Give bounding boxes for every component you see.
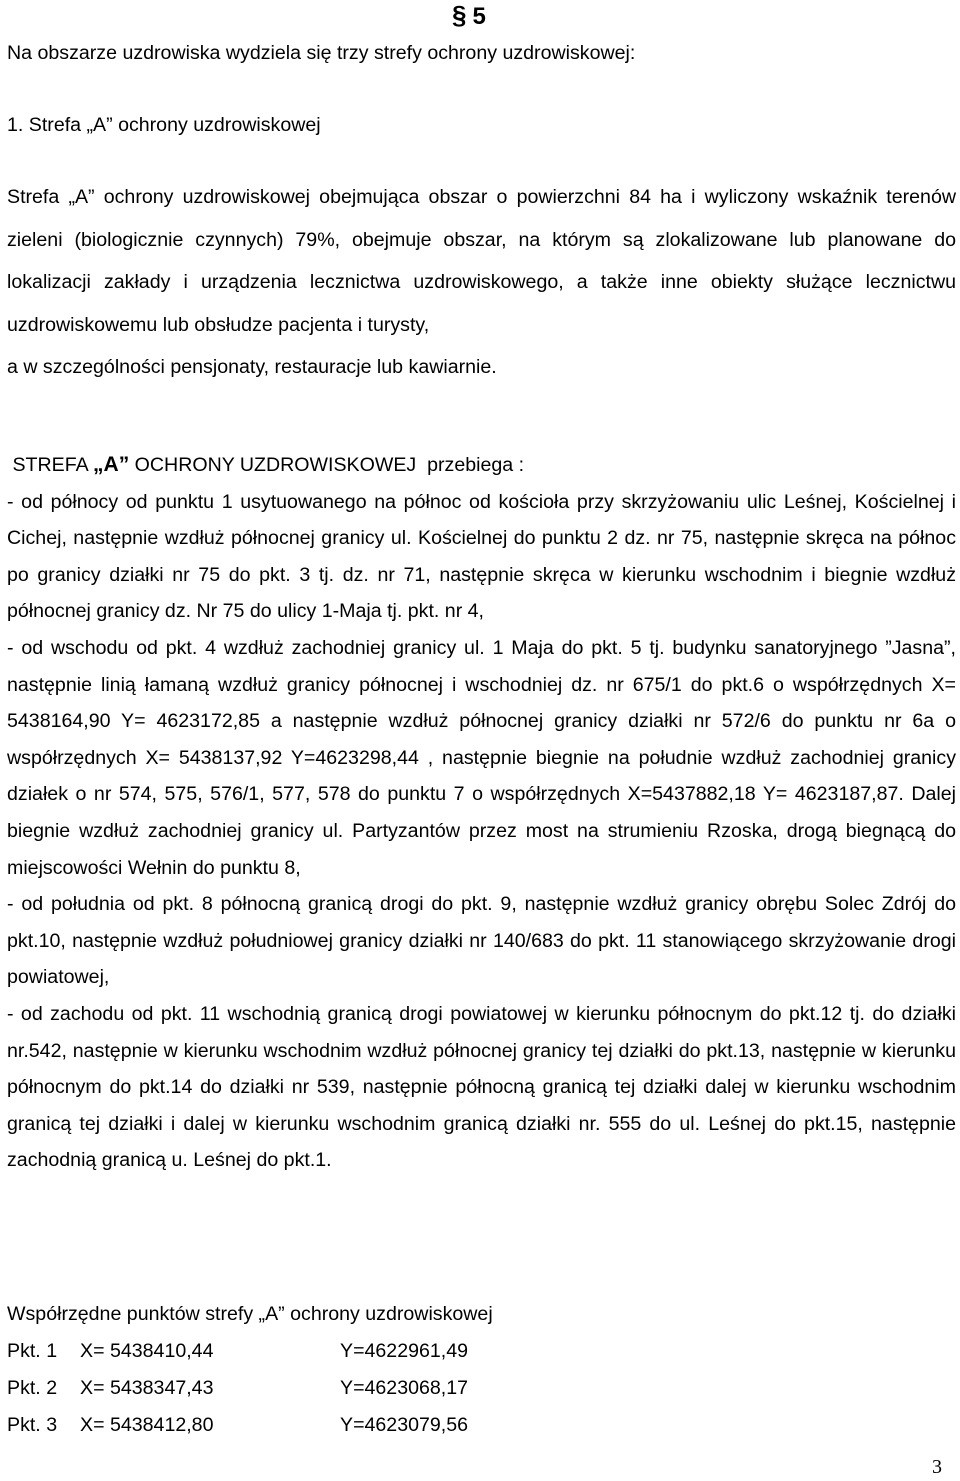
point-label: Pkt. 1: [7, 1340, 58, 1362]
route-west: - od zachodu od pkt. 11 wschodnią granicą drogi powiatowej w kierunku północnym do pkt.12 tj. do działki nr.542, następnie w kierunku wschodnim wzdłuż północnej granicy tej działki do pkt.13, następnie w kierunku północnym do pkt.14 do działki nr 539, następnie północną granicą tej działki dalej w kierunku wschodnim granicą tej działki i dalej w kierunku wschodnim granicą działki nr. 555 do ul. Leśnej do pkt.15, następnie zachodnią granicą u. Leśnej do pkt.1.: [7, 1002, 956, 1172]
point-y: Y=4623068,17: [340, 1377, 469, 1399]
section-symbol: §: [452, 0, 467, 30]
route-lead-a: „A”: [93, 453, 130, 476]
route-north: - od północy od punktu 1 usytuowanego na północ od kościoła przy skrzyżowaniu ulic Leśnej, Kościelnej i Cichej, następnie wzdłuż północnej granicy ul. Kościelnej do punktu 2 dz. nr 75, następnie skręca na północ po granicy działki nr 75 do pkt. 3 tj. dz. nr 71, następnie skręca w kierunku wschodnim i biegnie wzdłuż północnej granicy dz. Nr 75 do ulicy 1-Maja tj. pkt. nr 4,: [7, 490, 956, 623]
description-main: Strefa „A” ochrony uzdrowiskowej obejmująca obszar o powierzchni 84 ha i wyliczony wskaźnik terenów zieleni (biologicznie czynnych) 79%, obejmuje obszar, na którym są zlokalizowane lub planowane do lokalizacji zakłady i urządzenia lecznictwa uzdrowiskowego, a także inne obiekty służące lecznictwu uzdrowiskowemu lub obsłudze pacjenta i turysty,: [7, 186, 956, 336]
section-heading: [452, 0, 486, 32]
point-y: Y=4623079,56: [340, 1414, 469, 1436]
coordinate-row: [7, 1333, 956, 1370]
page-number: 3: [932, 1456, 942, 1478]
coordinate-row: [7, 1407, 956, 1444]
route-east: - od wschodu od pkt. 4 wzdłuż zachodniej granicy ul. 1 Maja do pkt. 5 tj. budynku sanatoryjnego ”Jasna”, następnie linią łamaną wzdłuż granicy północnej i wschodniej dz. nr 675/1 do pkt.6 o współrzędnych X= 5438164,90 Y= 4623172,85 a następnie wzdłuż północnej granicy działki nr 572/6 do punktu nr 6a o współrzędnych X= 5438137,92 Y=4623298,44 , następnie biegnie na południe wzdłuż zachodniej granicy działek o nr 574, 575, 576/1, 577, 578 do punktu 7 o współrzędnych X=5437882,18 Y= 4623187,87. Dalej biegnie wzdłuż zachodniej granicy ul. Partyzantów przez most na strumieniu Rzoska, drogą biegnącą do miejscowości Wełnin do punktu 8,: [7, 636, 956, 879]
coordinates-section: [7, 1296, 956, 1444]
point-x: X= 5438412,80: [80, 1414, 214, 1436]
route-lead-suffix: OCHRONY UZDROWISKOWEJ przebiega :: [129, 454, 525, 476]
point-y: Y=4622961,49: [340, 1340, 469, 1362]
coordinate-row: [7, 1370, 956, 1407]
section-number: 5: [472, 3, 486, 30]
route-lead: [7, 447, 956, 484]
description-detail: a w szczególności pensjonaty, restauracje lub kawiarnie.: [7, 356, 497, 378]
coordinates-title: Współrzędne punktów strefy „A” ochrony uzdrowiskowej: [7, 1303, 493, 1325]
point-x: X= 5438347,43: [80, 1377, 214, 1399]
point-label: Pkt. 2: [7, 1377, 58, 1399]
intro-paragraph: Na obszarze uzdrowiska wydziela się trzy strefy ochrony uzdrowiskowej:: [7, 42, 636, 64]
route-lead-prefix: STREFA: [12, 454, 94, 476]
point-label: Pkt. 3: [7, 1414, 58, 1436]
zone-a-route: [7, 447, 956, 1179]
zone-a-description: [7, 176, 956, 389]
route-south: - od południa od pkt. 8 północną granicą drogi do pkt. 9, następnie wzdłuż granicy obrębu Solec Zdrój do pkt.10, następnie wzdłuż południowej granicy działki nr 140/683 do pkt. 11 stanowiącego skrzyżowanie drogi powiatowej,: [7, 893, 956, 989]
point-x: X= 5438410,44: [80, 1340, 214, 1362]
zone-a-title: 1. Strefa „A” ochrony uzdrowiskowej: [7, 114, 321, 136]
